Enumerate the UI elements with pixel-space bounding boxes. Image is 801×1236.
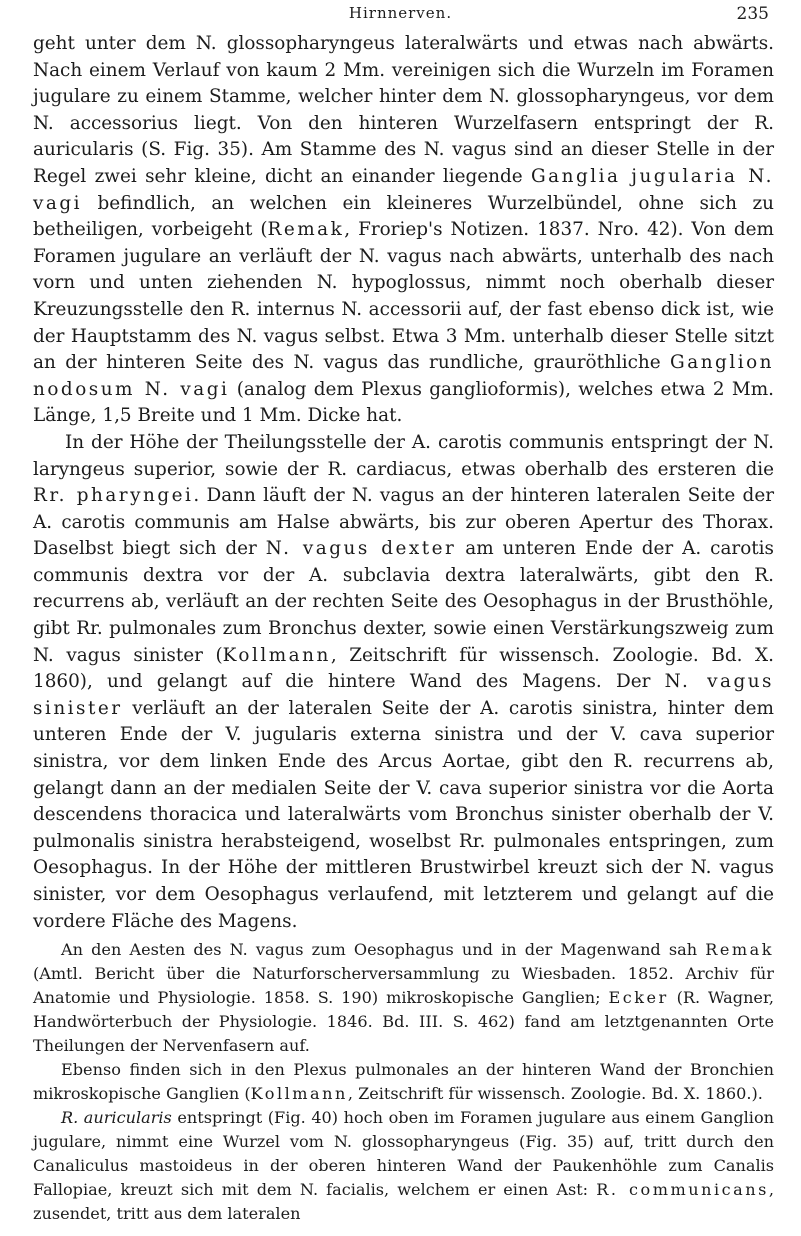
spaced-term: R. communicans <box>596 1180 769 1200</box>
running-head: Hirnnerven. <box>348 4 453 22</box>
italic-term: R. auricularis <box>61 1108 172 1128</box>
spaced-term: Remak <box>705 940 774 960</box>
spaced-term: Remak <box>267 219 345 241</box>
text-run: befindlich, an welchen ein kleineres Wurzelbündel, ohne sich zu betheiligen, vorbeigeht ( <box>33 192 774 241</box>
paragraph <box>33 430 774 935</box>
page-header <box>0 4 801 30</box>
text-run: , Froriep's Notizen. 1837. Nro. 42). Von dem Foramen jugulare an verläuft der N. vagus nach abwärts, unterhalb des nach vorn und unten ziehenden N. hypoglossus, nimmt noch oberhalb dieser Kreuzungsstelle den R. internus N. accessorii auf, der fast ebenso dick ist, wie der Hauptstamm des N. vagus selbst. Etwa 3 Mm. unterhalb dieser Stelle sitzt an der hinteren Seite des N. vagus das rundliche, grauröthliche <box>33 219 774 374</box>
text-run: In der Höhe der Theilungsstelle der A. carotis communis entspringt der N. laryngeus superior, sowie der R. cardiacus, etwas oberhalb des ersteren die <box>33 431 774 480</box>
spaced-term: Ganglion nodosum N. vagi <box>33 352 774 400</box>
text-run: geht unter dem N. glossopharyngeus lateralwärts und etwas nach abwärts. Nach einem Verlauf von kaum 2 Mm. vereinigen sich die Wurzeln im Foramen jugulare zu einem Stamme, welcher hinter dem N. glossopharyngeus, vor dem N. accessorius liegt. Von den hinteren Wurzelfasern entspringt der R. auricularis (S. Fig. 35). Am Stamme des N. vagus sind an dieser Stelle in der Regel zwei sehr kleine, dicht an einander liegende <box>33 33 774 187</box>
text-run: Ebenso finden sich in den Plexus pulmonales an der hinteren Wand der Bronchien mikroskopische Ganglien ( <box>33 1060 774 1104</box>
text-run: am unteren Ende der A. carotis communis dextra vor der A. subclavia dextra lateralwärts, gibt den R. recurrens ab, verläuft an der rechten Seite des Oesophagus in der Brusthöhle, gibt Rr. pulmonales zum Bronchus dexter, sowie einen Verstärkungszweig zum N. vagus sinister ( <box>33 538 774 666</box>
spaced-term: N. vagus dexter <box>265 538 457 560</box>
main-text <box>33 31 774 1226</box>
text-run: verläuft an der lateralen Seite der A. carotis sinistra, hinter dem unteren Ende der V. jugularis externa sinistra und der V. cava superior sinistra, vor dem linken Ende des Arcus Aortae, gibt den R. recurrens ab, gelangt dann an der medialen Seite der V. cava superior sinistra vor die Aorta descendens thoracica und lateralwärts vom Bronchus sinister oberhalb der V. pulmonalis sinistra herabsteigend, woselbst Rr. pulmonales entspringen, zum Oesophagus. In der Höhe der mittleren Brustwirbel kreuzt sich der N. vagus sinister, vor dem Oesophagus verlaufend, mit letzterem und gelangt auf die vordere Fläche des Magens. <box>33 697 774 932</box>
text-run: . Dann läuft der N. vagus an der hinteren lateralen Seite der A. carotis communis am Halse abwärts, bis zur oberen Apertur des Thorax. Daselbst biegt sich der <box>33 485 774 560</box>
paragraph <box>33 1058 774 1106</box>
text-run: (analog dem Plexus ganglioformis), welches etwa 2 Mm. Länge, 1,5 Breite und 1 Mm. Dicke hat. <box>33 378 774 427</box>
paragraph <box>33 31 774 430</box>
text-run: , Zeitschrift für wissensch. Zoologie. Bd. X. 1860.). <box>347 1084 763 1104</box>
paragraph <box>33 938 774 1058</box>
text-run: (R. Wagner, Handwörterbuch der Physiologie. 1846. Bd. III. S. 462) fand am letztgenannten Orte Theilungen der Nervenfasern auf. <box>33 988 774 1056</box>
spaced-term: Ecker <box>608 988 669 1008</box>
text-run: entspringt (Fig. 40) hoch oben im Foramen jugulare aus einem Ganglion jugulare, nimmt eine Wurzel vom N. glossopharyngeus (Fig. 35) auf, tritt durch den Canaliculus mastoideus in der oberen hinteren Wand der Paukenhöhle zum Canalis Fallopiae, kreuzt sich mit dem N. facialis, welchem er einen Ast: <box>33 1108 774 1200</box>
small-print-section <box>33 938 774 1226</box>
spaced-term: Ganglia jugularia N. vagi <box>33 165 774 214</box>
text-run: , zusendet, tritt aus dem lateralen <box>33 1180 775 1224</box>
page-number: 235 <box>736 4 769 24</box>
paragraph <box>33 1106 774 1226</box>
spaced-term: N. vagus sinister <box>33 671 774 719</box>
text-run: , Zeitschrift für wissensch. Zoologie. Bd. X. 1860), und gelangt auf die hintere Wand des Magens. Der <box>33 644 774 693</box>
text-run: (Amtl. Bericht über die Naturforscherversammlung zu Wiesbaden. 1852. Archiv für Anatomie und Physiologie. 1858. S. 190) mikroskopische Ganglien; <box>33 964 774 1008</box>
spaced-term: Kollmann <box>222 644 331 666</box>
spaced-term: Rr. pharyngei <box>33 485 194 507</box>
text-run: An den Aesten des N. vagus zum Oesophagus und in der Magenwand sah <box>61 940 706 960</box>
spaced-term: Kollmann <box>250 1084 348 1104</box>
